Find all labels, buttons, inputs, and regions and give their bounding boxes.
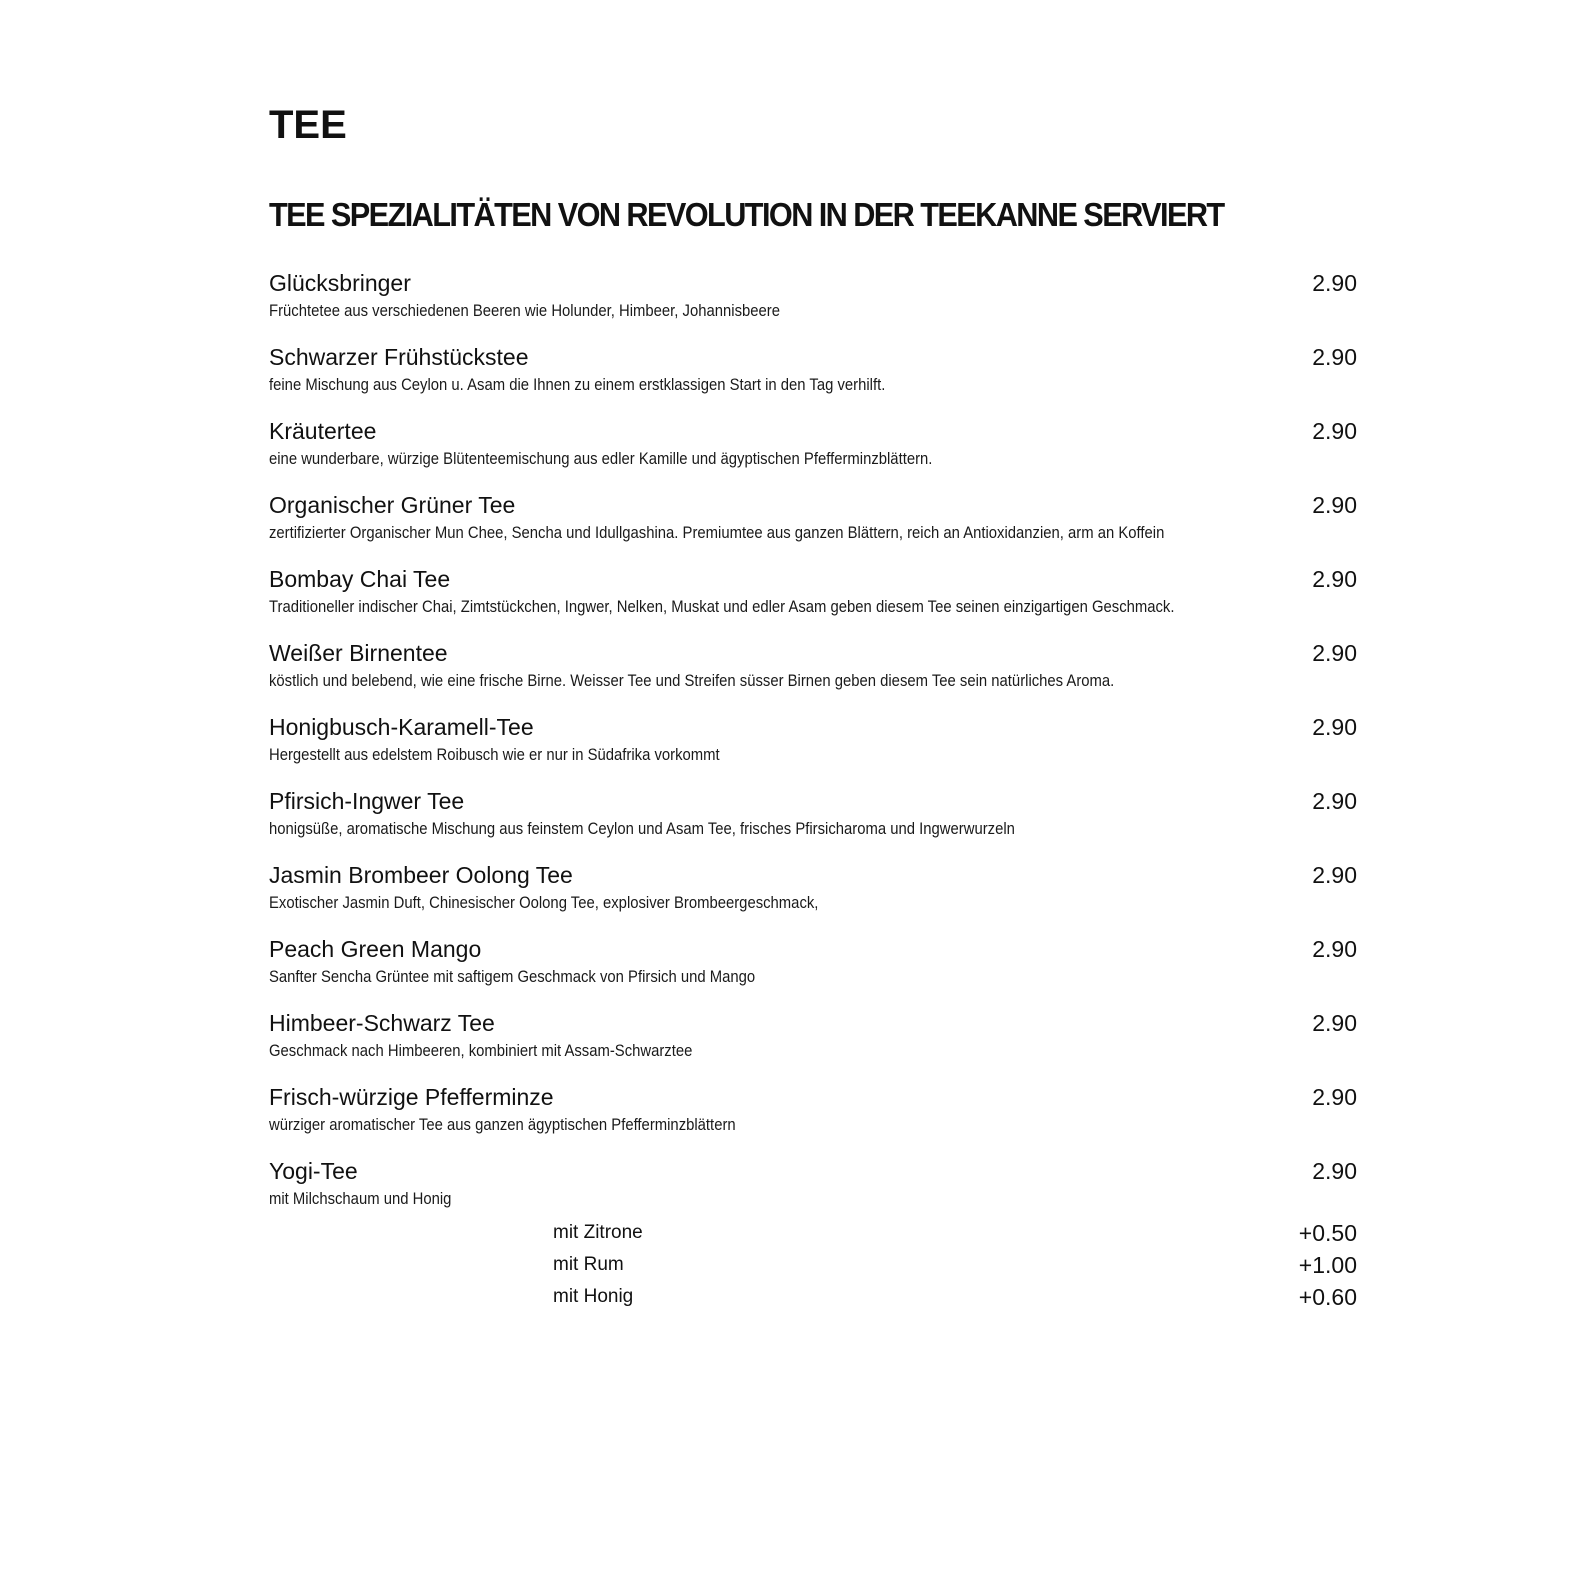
- extra-item-honig: [553, 1282, 1357, 1314]
- item-description: mit Milchschaum und Honig: [269, 1190, 452, 1208]
- item-description: Exotischer Jasmin Duft, Chinesischer Oolong Tee, explosiver Brombeergeschmack,: [269, 894, 819, 912]
- item-description: Sanfter Sencha Grüntee mit saftigem Geschmack von Pfirsich und Mango: [269, 968, 756, 986]
- item-name: Schwarzer Frühstückstee: [269, 344, 529, 370]
- item-name: Honigbusch-Karamell-Tee: [269, 714, 534, 740]
- menu-item-kraeutertee: [269, 415, 1359, 489]
- menu-item-himbeer-schwarz-tee: [269, 1007, 1359, 1081]
- item-description: köstlich und belebend, wie eine frische Birne. Weisser Tee und Streifen süsser Birnen geben diesem Tee sein natürliches Aroma.: [269, 672, 1115, 690]
- item-price: 2.90: [1312, 344, 1357, 370]
- item-name: Frisch-würzige Pfefferminze: [269, 1084, 554, 1110]
- page-title: TEE: [269, 103, 347, 147]
- extra-name: mit Rum: [553, 1254, 624, 1275]
- item-description: Früchtetee aus verschiedenen Beeren wie Holunder, Himbeer, Johannisbeere: [269, 302, 780, 320]
- item-price: 2.90: [1312, 714, 1357, 740]
- extra-name: mit Honig: [553, 1286, 634, 1307]
- item-name: Peach Green Mango: [269, 936, 482, 962]
- menu-item-peach-green-mango: [269, 933, 1359, 1007]
- menu-item-frisch-wuerzige-pfefferminze: [269, 1081, 1359, 1155]
- item-name: Bombay Chai Tee: [269, 566, 451, 592]
- item-price: 2.90: [1312, 270, 1357, 296]
- menu-item-gluecksbringer: [269, 267, 1359, 341]
- item-name: Himbeer-Schwarz Tee: [269, 1010, 495, 1036]
- item-price: 2.90: [1312, 1010, 1357, 1036]
- item-name: Glücksbringer: [269, 270, 411, 296]
- item-description: eine wunderbare, würzige Blütenteemischung aus edler Kamille und ägyptischen Pfefferminzblättern.: [269, 450, 933, 468]
- item-name: Organischer Grüner Tee: [269, 492, 516, 518]
- item-price: 2.90: [1312, 566, 1357, 592]
- menu-item-pfirsich-ingwer-tee: [269, 785, 1359, 859]
- item-name: Weißer Birnentee: [269, 640, 448, 666]
- item-description: Geschmack nach Himbeeren, kombiniert mit Assam-Schwarztee: [269, 1042, 693, 1060]
- menu-item-organischer-gruener-tee: [269, 489, 1359, 563]
- extra-price: +0.50: [1298, 1220, 1357, 1246]
- item-price: 2.90: [1312, 1158, 1357, 1184]
- item-name: Yogi-Tee: [269, 1158, 358, 1184]
- item-description: feine Mischung aus Ceylon u. Asam die Ihnen zu einem erstklassigen Start in den Tag verhilft.: [269, 376, 886, 394]
- extra-price: +0.60: [1298, 1284, 1357, 1310]
- extra-item-zitrone: [553, 1218, 1357, 1250]
- item-description: Hergestellt aus edelstem Roibusch wie er nur in Südafrika vorkommt: [269, 746, 720, 764]
- item-description: würziger aromatischer Tee aus ganzen ägyptischen Pfefferminzblättern: [269, 1116, 736, 1134]
- item-price: 2.90: [1312, 492, 1357, 518]
- extra-item-rum: [553, 1250, 1357, 1282]
- item-price: 2.90: [1312, 418, 1357, 444]
- menu-item-bombay-chai-tee: [269, 563, 1359, 637]
- item-name: Pfirsich-Ingwer Tee: [269, 788, 465, 814]
- item-price: 2.90: [1312, 862, 1357, 888]
- item-price: 2.90: [1312, 936, 1357, 962]
- item-description: Traditioneller indischer Chai, Zimtstückchen, Ingwer, Nelken, Muskat und edler Asam geben diesem Tee seinen einzigartigen Geschmack.: [269, 598, 1175, 616]
- extra-price: +1.00: [1298, 1252, 1357, 1278]
- item-description: zertifizierter Organischer Mun Chee, Sencha und Idullgashina. Premiumtee aus ganzen Blättern, reich an Antioxidanzien, arm an Koffein: [269, 524, 1165, 542]
- item-price: 2.90: [1312, 788, 1357, 814]
- menu-item-jasmin-brombeer-oolong-tee: [269, 859, 1359, 933]
- item-name: Jasmin Brombeer Oolong Tee: [269, 862, 573, 888]
- extras-list: [553, 1218, 1357, 1314]
- menu-item-schwarzer-fruehstueckstee: [269, 341, 1359, 415]
- item-description: honigsüße, aromatische Mischung aus feinstem Ceylon und Asam Tee, frisches Pfirsicharoma und Ingwerwurzeln: [269, 820, 1015, 838]
- tea-list: [269, 267, 1359, 1229]
- menu-item-honigbusch-karamell-tee: [269, 711, 1359, 785]
- item-price: 2.90: [1312, 640, 1357, 666]
- menu-item-weisser-birnentee: [269, 637, 1359, 711]
- item-name: Kräutertee: [269, 418, 377, 444]
- item-price: 2.90: [1312, 1084, 1357, 1110]
- section-heading: TEE SPEZIALITÄTEN VON REVOLUTION IN DER TEEKANNE SERVIERT: [269, 196, 1224, 233]
- extra-name: mit Zitrone: [553, 1222, 643, 1243]
